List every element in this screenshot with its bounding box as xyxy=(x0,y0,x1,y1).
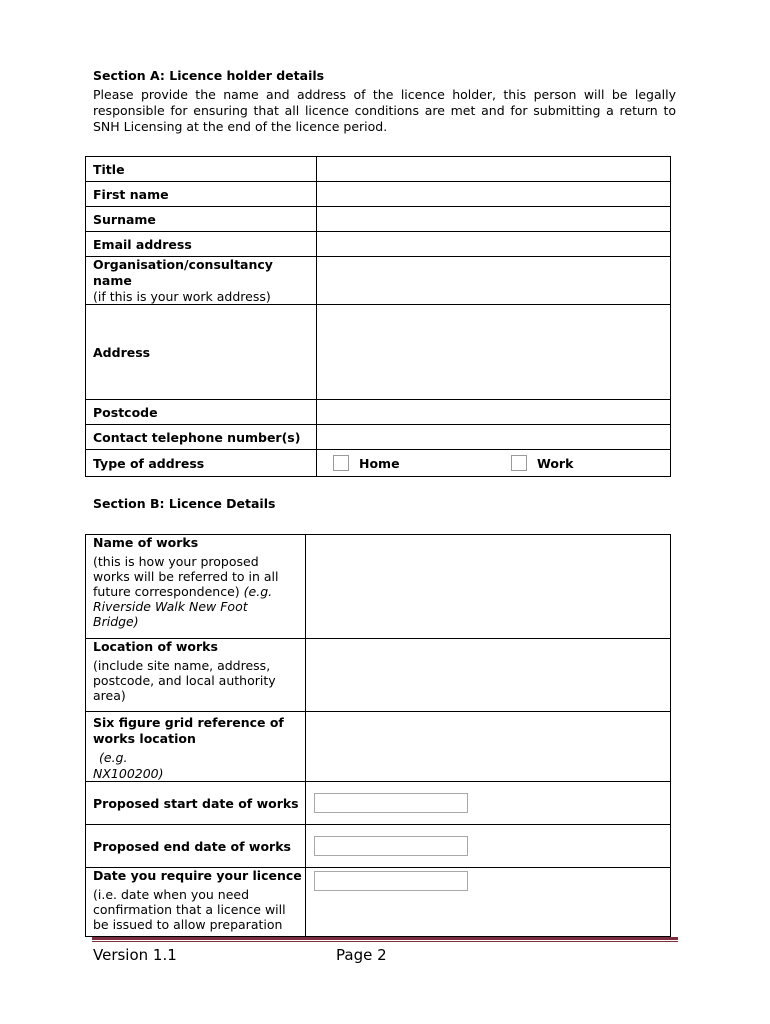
grid-ref-label-cell xyxy=(86,712,306,782)
licence-date-field[interactable] xyxy=(314,871,468,891)
section-a-intro xyxy=(93,87,676,135)
location-label: Location of works xyxy=(93,639,218,654)
email-input-cell[interactable] xyxy=(317,232,671,257)
end-date-cell xyxy=(306,825,671,868)
name-of-works-example: (e.g. Riverside Walk New Foot Bridge) xyxy=(93,584,273,629)
address-type-label: Type of address xyxy=(86,450,317,477)
table-row xyxy=(86,868,671,937)
intro-line-1: Please provide the name and address of the licence holder, this person will be legally xyxy=(93,87,676,102)
footer-divider-thin xyxy=(92,941,678,942)
table-row xyxy=(86,157,671,182)
licence-date-cell xyxy=(306,868,671,937)
title-label: Title xyxy=(86,157,317,182)
home-option[interactable] xyxy=(333,455,400,471)
grid-ref-text xyxy=(93,715,305,781)
table-row xyxy=(86,257,671,305)
licence-date-note: (i.e. date when you need confirmation that a licence will be issued to allow preparation xyxy=(93,887,286,932)
section-b-title: Section B: Licence Details xyxy=(93,496,276,511)
footer-version: Version 1.1 xyxy=(93,946,177,964)
table-row xyxy=(86,400,671,425)
telephone-label: Contact telephone number(s) xyxy=(86,425,317,450)
organisation-label: Organisation/consultancy name xyxy=(93,257,273,288)
home-checkbox[interactable] xyxy=(333,455,349,471)
telephone-input-cell[interactable] xyxy=(317,425,671,450)
work-checkbox[interactable] xyxy=(511,455,527,471)
name-of-works-label-cell xyxy=(86,535,306,639)
footer-divider xyxy=(92,937,678,940)
title-input-cell[interactable] xyxy=(317,157,671,182)
grid-ref-label: Six figure grid reference of works location xyxy=(93,715,284,746)
location-note: (include site name, address, postcode, and local authority area) xyxy=(93,658,276,703)
licence-date-label-cell xyxy=(86,868,306,937)
location-input-cell[interactable] xyxy=(306,639,671,712)
table-row xyxy=(86,232,671,257)
start-date-field[interactable] xyxy=(314,793,468,813)
table-row xyxy=(86,535,671,639)
table-row xyxy=(86,182,671,207)
address-label: Address xyxy=(86,305,317,400)
first-name-label: First name xyxy=(86,182,317,207)
start-date-label: Proposed start date of works xyxy=(86,782,306,825)
address-type-options xyxy=(317,450,671,477)
name-of-works-label: Name of works xyxy=(93,535,199,550)
name-of-works-note: (this is how your proposed works will be referred to in all future correspondence) xyxy=(93,554,279,599)
table-row xyxy=(86,782,671,825)
surname-label: Surname xyxy=(86,207,317,232)
address-input-cell[interactable] xyxy=(317,305,671,400)
first-name-input-cell[interactable] xyxy=(317,182,671,207)
intro-line-2: responsible for ensuring that all licence conditions are met and for submitting a return to xyxy=(93,103,676,118)
licence-date-label: Date you require your licence xyxy=(93,868,302,883)
work-option[interactable] xyxy=(511,455,573,471)
organisation-input-cell[interactable] xyxy=(317,257,671,305)
licence-holder-table xyxy=(85,156,671,477)
table-row xyxy=(86,825,671,868)
start-date-cell xyxy=(306,782,671,825)
email-label: Email address xyxy=(86,232,317,257)
organisation-label-cell xyxy=(86,257,317,305)
footer-page-number: Page 2 xyxy=(336,946,387,964)
name-of-works-note-wrap xyxy=(93,554,305,629)
grid-ref-input-cell[interactable] xyxy=(306,712,671,782)
organisation-note: (if this is your work address) xyxy=(93,289,271,304)
intro-line-3: SNH Licensing at the end of the licence period. xyxy=(93,119,388,134)
work-option-label: Work xyxy=(537,455,574,471)
end-date-label: Proposed end date of works xyxy=(86,825,306,868)
table-row xyxy=(86,639,671,712)
licence-details-table xyxy=(85,534,671,937)
table-row xyxy=(86,207,671,232)
section-a-title: Section A: Licence holder details xyxy=(93,68,325,83)
table-row xyxy=(86,425,671,450)
postcode-label: Postcode xyxy=(86,400,317,425)
surname-input-cell[interactable] xyxy=(317,207,671,232)
table-row xyxy=(86,450,671,477)
table-row xyxy=(86,305,671,400)
home-option-label: Home xyxy=(359,455,400,471)
end-date-field[interactable] xyxy=(314,836,468,856)
location-label-cell xyxy=(86,639,306,712)
grid-ref-example-value: NX100200) xyxy=(93,765,164,781)
name-of-works-input-cell[interactable] xyxy=(306,535,671,639)
table-row xyxy=(86,712,671,782)
postcode-input-cell[interactable] xyxy=(317,400,671,425)
grid-ref-example-prefix: (e.g. xyxy=(99,750,128,765)
